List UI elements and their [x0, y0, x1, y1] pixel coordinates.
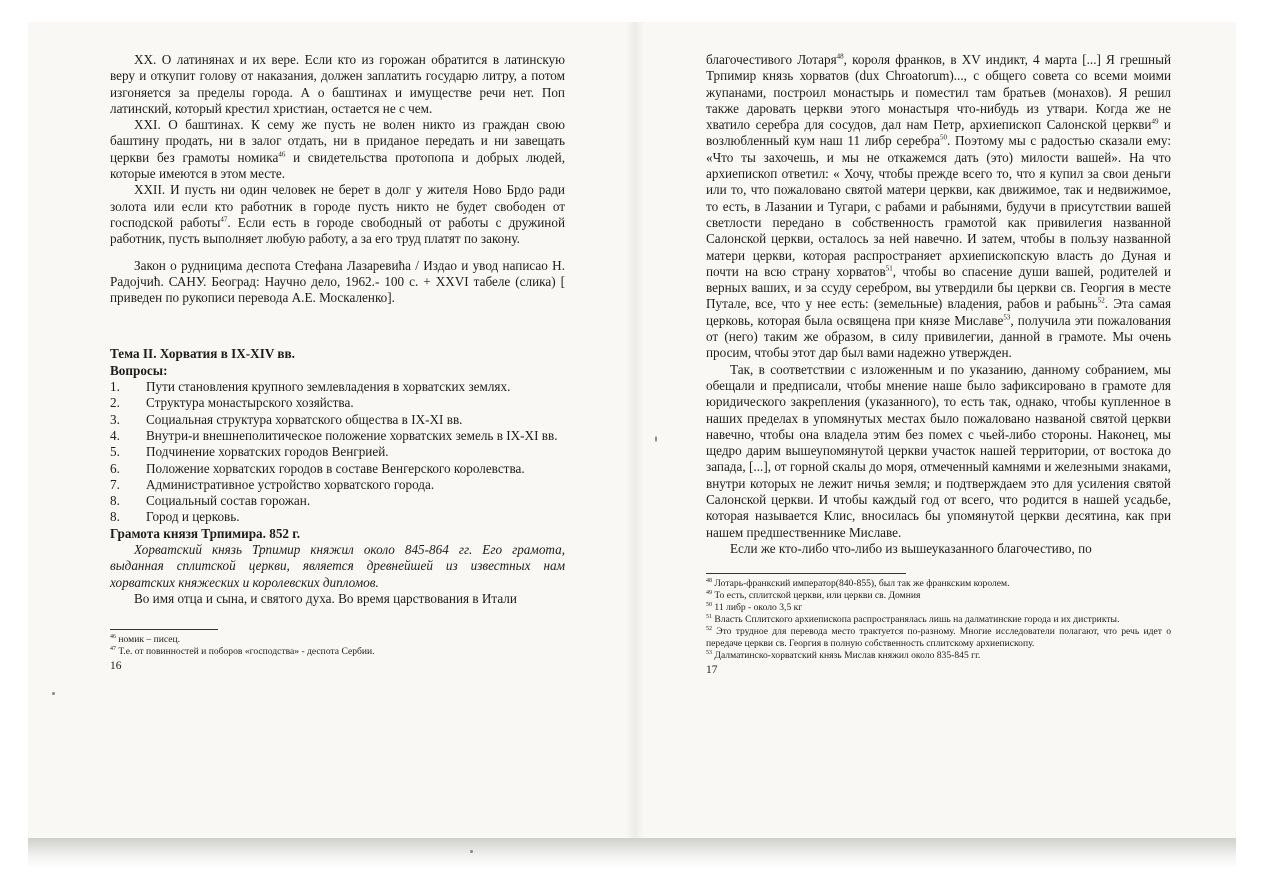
theme-title: Тема II. Хорватия в IX-XIV вв. — [110, 346, 295, 362]
scan-speck — [470, 850, 473, 853]
question-item — [110, 509, 565, 525]
question-number: 6. — [110, 460, 120, 476]
book-gutter — [626, 22, 644, 844]
footnote-text: Лотарь-франкский император(840-855), был так же франкским королем. — [714, 578, 1010, 590]
question-item — [110, 444, 565, 460]
footnote-ref-52: 52 — [1097, 297, 1105, 306]
footnote-number: 46 — [110, 634, 116, 641]
footnote-ref-49: 49 — [1151, 117, 1159, 126]
footnote-ref-48: 48 — [836, 52, 844, 61]
footnote — [110, 634, 565, 646]
charter-intro: Хорватский князь Трпимир княжил около 845-864 гг. Его грамота, выданная сплитской церкви, является древнейшей из известных нам хорватских княжеских и королевских дипломов. — [110, 542, 565, 590]
charter-text-start: Во имя отца и сына, и святого духа. Во время царствования в Итали — [134, 590, 517, 606]
question-text: Внутри-и внешнеполитическое положение хорватских земель в IX-XI вв. — [146, 427, 558, 443]
footnote-ref-50: 50 — [939, 134, 947, 143]
right-page — [706, 52, 1171, 679]
scan-speck — [52, 692, 55, 695]
footnote-number: 48 — [706, 578, 712, 585]
footnote-text: 11 либр - около 3,5 кг — [714, 602, 803, 614]
page-number-right: 17 — [706, 664, 718, 677]
question-number: 1. — [110, 379, 120, 395]
question-item — [110, 493, 565, 509]
footnote — [706, 626, 1171, 650]
question-text: Пути становления крупного землевладения в хорватских землях. — [146, 379, 511, 395]
question-text: Социальный состав горожан. — [146, 493, 311, 509]
footnote-number: 50 — [706, 602, 712, 609]
question-text: Подчинение хорватских городов Венгрией. — [146, 444, 389, 460]
footnote-text: Т.е. от повинностей и поборов «господства» - деспота Сербии. — [118, 646, 375, 658]
paragraph-xx: XX. О латинянах и их вере. Если кто из горожан обратится в латинскую веру и откупит голову от наказания, должен заплатить государю литру, а потом изгоняется за пределы города. А о баштинах и имуществе речи нет. Поп латинский, который крестил христиан, остается не с чем. — [110, 52, 565, 116]
question-item — [110, 379, 565, 395]
question-text: Административное устройство хорватского города. — [146, 476, 435, 492]
paragraph-xxii: XXII. И пусть ни один человек не берет в долг у жителя Ново Брдо ради золота или если кто работник в городе пусть никто не будет свободен от господской работы$^{47}$. Если есть в городе свободный от работы с дружиной работник, пусть выполняет любую работу, а за его труд платят по закону. — [110, 182, 565, 247]
footnote-number: 53 — [706, 650, 712, 657]
question-number: 8. — [110, 493, 120, 509]
footnote — [706, 614, 1171, 626]
question-item — [110, 395, 565, 411]
footnote-ref-53: 53 — [1003, 313, 1011, 322]
paragraph-charter-1: благочестивого Лотаря$^{48}$, короля франков, в XV индикт, 4 марта [...] Я грешный Трпимир князь хорватов (dux Chroatorum)..., с общего совета со всеми моими жупанами, построил монастырь и поместил там братьев (монахов). Я решил также даровать церкви этого монастыря что-нибудь из утвари. Когда же не хватило серебра для сосудов, дал нам Петр, архиепископ Салонской церкви$^{49}$ и возлюбленный кум наш 11 либр серебра$^{50}$. Поэтому мы с радостью сказали ему: «Что ты захочешь, и мы не откажемся дать (это) милости вашей». На что архиепископ ответил: « Хочу, чтобы прежде всего то, что я купил за свои деньги или то, что пожаловано святой матери церкви, как движимое, так и недвижимое, то есть, в Лазании и Тугари, с рабами и рабынями, будучи в присутствии вашей светлости передано в собственность грамотой как привилегия названной Салонской церкви, осталось за ней навечно. И затем, чтобы в пользу названной матери церкви, которая распространяет архиепископскую власть до Дуная и почти на всю страну хорватов$^{51}$, чтобы во спасение души вашей, родителей и верных ваших, и за ссуду серебром, вы утвердили бы церкви св. Георгия в месте Путале, все, что у нее есть: (земельные) владения, рабов и рабынь$^{52}$. Эта самая церковь, которая была освящена при князе Миславе$^{53}$, получила эти пожалования от (него) таким же образом, в силу привилегии, данной в грамоте. Мы очень просим, чтобы этот дар был вами надежно утвержден. — [706, 52, 1172, 361]
question-text: Положение хорватских городов в составе Венгерского королевства. — [146, 460, 525, 476]
question-text: Структура монастырского хозяйства. — [146, 395, 354, 411]
charter-title: Грамота князя Трпимира. 852 г. — [110, 525, 301, 541]
questions-list — [110, 379, 565, 526]
footnote-ref-51: 51 — [885, 264, 893, 273]
footnote-text: Власть Сплитского архиепископа распространялась лишь на далматинские города и их дистрикты. — [714, 614, 1120, 626]
question-number: 3. — [110, 411, 120, 427]
footnote — [706, 578, 1171, 590]
scan-speck — [655, 436, 657, 442]
question-number: 8. — [110, 509, 120, 525]
question-item — [110, 428, 565, 444]
question-number: 5. — [110, 444, 120, 460]
footnote-ref-47: 47 — [220, 215, 228, 224]
paragraph-charter-2: Так, в соответствии с изложенным и по указанию, данному собранием, мы обещали и предписали, чтобы мнение наше было зафиксировано в грамоте для юридического закрепления (указанного), то есть так, однако, чтобы купленное в наших пределах в упомянутых местах было пожаловано названой святой церкви навечно, чтобы она владела этим без помех с чьей-либо стороны. Наконец, мы щедро дарим вышеупомянутой церкви участок нашей территории, от востока до запада, [...], от горной скалы до моря, отмеченный камнями и железными знаками, внутри которых не лежит ничья земля; и подтверждаем это для усиления святой Салонской церкви. И чтобы каждый год от всего, что родится в нашей усадьбе, которая называется Клис, вносилась бы упомянутой церкви десятина, как при нашем предшественнике Миславе. — [706, 361, 1171, 540]
footnotes-left — [110, 634, 565, 658]
question-number: 7. — [110, 476, 120, 492]
question-item — [110, 412, 565, 428]
footnote-number: 51 — [706, 614, 712, 621]
footnotes-right — [706, 578, 1171, 662]
question-number: 2. — [110, 395, 120, 411]
paragraph-xxi: XXI. О баштинах. К сему же пусть не волен никто из граждан свою баштину продать, ни в залог отдать, ни в приданое передать и ни завещать церкви без грамоты номика$^{46}$ и свидетельства протопопа и добрых людей, которые имеются в этом месте. — [110, 117, 566, 182]
footnote-text: номик – писец. — [118, 634, 181, 646]
footnote-text: То есть, сплитской церкви, или церкви св. Домния — [714, 590, 921, 602]
footnote — [706, 590, 1171, 602]
footnote — [706, 650, 1171, 662]
question-text: Социальная структура хорватского общества в IX-XI вв. — [146, 411, 463, 427]
footnote-number: 52 — [706, 626, 712, 633]
question-text: Город и церковь. — [146, 509, 240, 525]
questions-title: Вопросы: — [110, 362, 168, 378]
paragraph-charter-3: Если же кто-либо что-либо из вышеуказанного благочестиво, по — [730, 540, 1092, 556]
footnote-number: 47 — [110, 646, 116, 653]
left-page — [110, 52, 565, 675]
footnote-ref-46: 46 — [278, 150, 286, 159]
footnote-separator — [706, 573, 906, 574]
source-citation: Закон о рудницима деспота Стефана Лазаревића / Издао и увод написао Н. Радојчић. САНУ. Београд: Научно дело, 1962.- 100 с. + XXVI табеле (слика) [ приведен по рукописи перевода А.Е. Москаленко]. — [110, 257, 565, 306]
page-number-left: 16 — [110, 660, 122, 673]
footnote-number: 49 — [706, 590, 712, 597]
footnote-text: Это трудное для перевода место трактуется по-разному. Многие исследователи полагают, что речь идет о передаче церкви св. Георгия в полную собственность сплитскому архиепископу. — [706, 626, 1171, 650]
footnote-separator — [110, 629, 218, 630]
footnote — [110, 646, 565, 658]
question-item — [110, 477, 565, 493]
footnote-text: Далматинско-хорватский князь Мислав княжил около 835-845 гг. — [714, 650, 981, 662]
footnote — [706, 602, 1171, 614]
scan-shadow — [28, 838, 1236, 868]
question-number: 4. — [110, 427, 120, 443]
question-item — [110, 461, 565, 477]
